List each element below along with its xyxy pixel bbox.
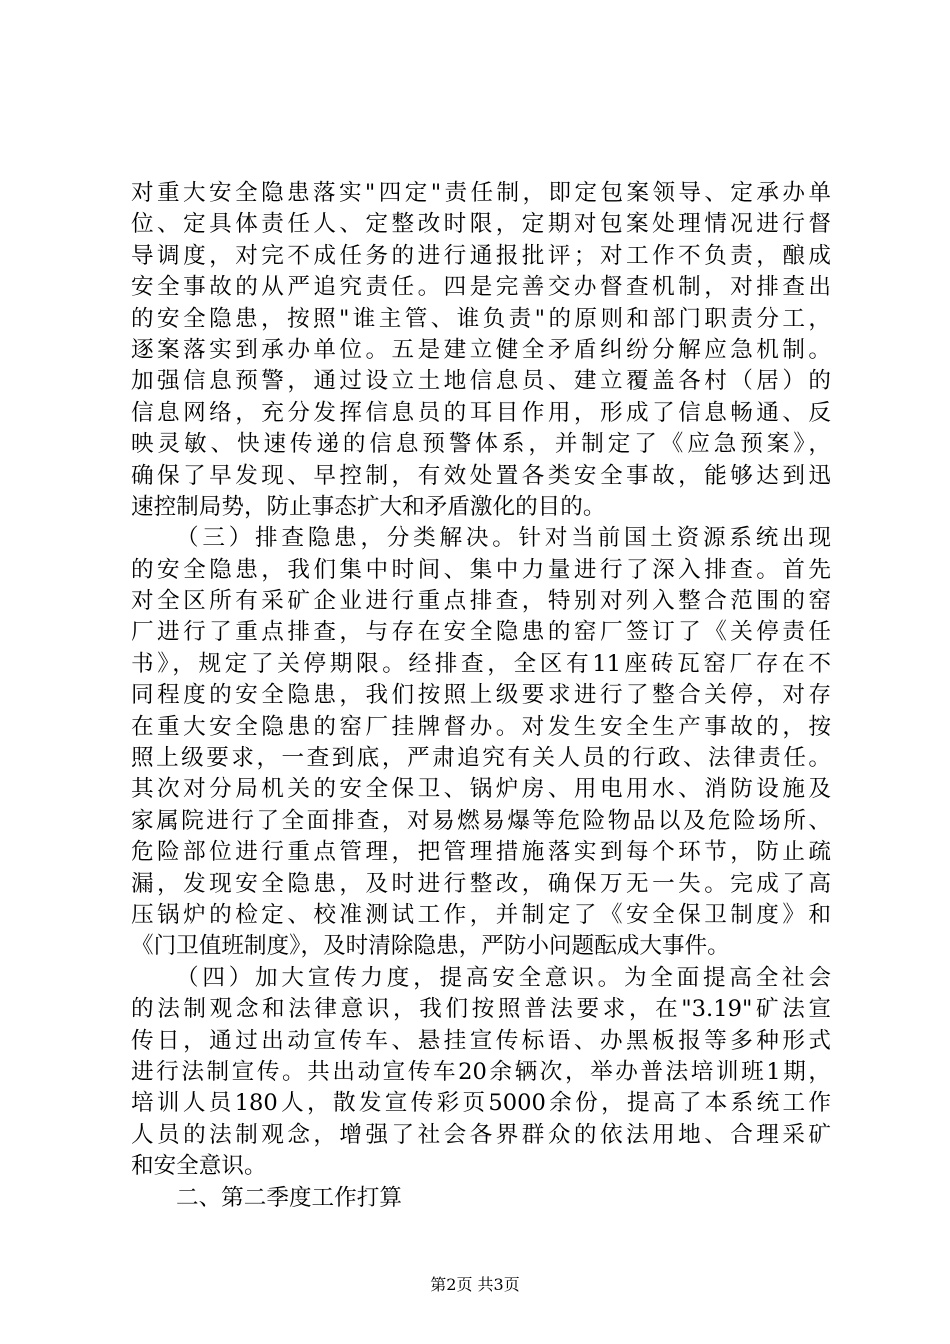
document-body [131,178,831,1214]
text-line: 和安全意识。 [131,1153,267,1180]
text-line: 逐案落实到承办单位。五是建立健全矛盾纠纷分解应急机制。 [131,336,831,363]
page-number-footer: 第2页 共3页 [430,1275,520,1294]
text-line: 安全事故的从严追究责任。四是完善交办督查机制，对排查出 [131,274,831,301]
text-line: 漏，发现安全隐患，及时进行整改，确保万无一失。完成了高 [131,870,831,897]
text-line: 传日，通过出动宣传车、悬挂宣传标语、办黑板报等多种形式 [131,1027,831,1054]
paragraph-section-4 [131,963,831,1183]
text-line: 信息网络，充分发挥信息员的耳目作用，形成了信息畅通、反 [131,399,831,426]
section-heading-2 [131,1183,831,1214]
text-line: 导调度，对完不成任务的进行通报批评；对工作不负责，酿成 [131,242,831,269]
text-line: （四）加大宣传力度，提高安全意识。为全面提高全社会 [176,964,831,991]
text-line: 厂进行了重点排查，与存在安全隐患的窑厂签订了《关停责任 [131,619,831,646]
text-line: 映灵敏、快速传递的信息预警体系，并制定了《应急预案》， [131,431,831,458]
text-line: 同程度的安全隐患，我们按照上级要求进行了整合关停，对存 [131,682,831,709]
text-line: 的安全隐患，我们集中时间、集中力量进行了深入排查。首先 [131,556,831,583]
text-line: 对重大安全隐患落实"四定"责任制，即定包案领导、定承办单 [131,180,831,206]
text-line: 危险部位进行重点管理，把管理措施落实到每个环节，防止疏 [131,839,831,866]
paragraph-continued [131,178,831,523]
text-line: 位、定具体责任人、定整改时限，定期对包案处理情况进行督 [131,211,831,238]
text-line: 书》，规定了关停期限。经排查，全区有11座砖瓦窑厂存在不 [131,650,831,677]
paragraph-section-3 [131,523,831,962]
text-line: 压锅炉的检定、校准测试工作，并制定了《安全保卫制度》和 [131,901,831,928]
text-line: 家属院进行了全面排查，对易燃易爆等危险物品以及危险场所、 [131,807,831,834]
text-line: 培训人员180人，散发宣传彩页5000余份，提高了本系统工作 [131,1090,831,1117]
text-line: 其次对分局机关的安全保卫、锅炉房、用电用水、消防设施及 [131,776,831,803]
text-line: 速控制局势，防止事态扩大和矛盾激化的目的。 [131,493,606,520]
text-line: 对全区所有采矿企业进行重点排查，特别对列入整合范围的窑 [131,588,831,615]
text-line: 照上级要求，一查到底，严肃追究有关人员的行政、法律责任。 [131,745,831,772]
text-line: 的安全隐患，按照"谁主管、谁负责"的原则和部门职责分工， [131,305,831,332]
text-line: 《门卫值班制度》，及时清除隐患，严防小问题酝成大事件。 [131,933,730,960]
text-line: 人员的法制观念，增强了社会各界群众的依法用地、合理采矿 [131,1121,831,1148]
text-line: 的法制观念和法律意识，我们按照普法要求，在"3.19"矿法宣 [131,996,831,1023]
text-line: 在重大安全隐患的窑厂挂牌督办。对发生安全生产事故的，按 [131,713,831,740]
text-line: 加强信息预警，通过设立土地信息员、建立覆盖各村（居）的 [131,368,831,395]
text-line: （三）排查隐患，分类解决。针对当前国土资源系统出现 [176,525,831,552]
section-heading: 二、第二季度工作打算 [176,1184,402,1211]
text-line: 进行法制宣传。共出动宣传车20余辆次，举办普法培训班1期， [131,1058,831,1085]
text-line: 确保了早发现、早控制，有效处置各类安全事故，能够达到迅 [131,462,831,489]
